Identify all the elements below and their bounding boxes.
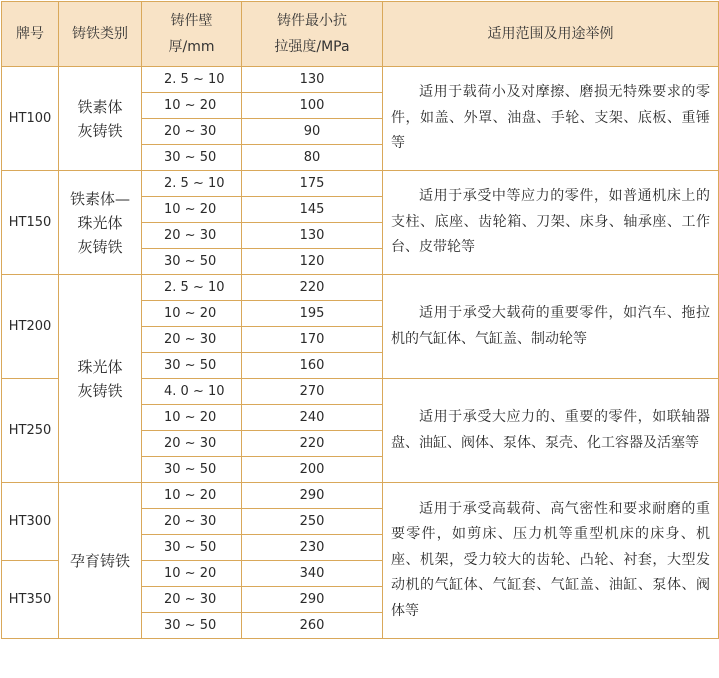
thickness-cell: 30 ~ 50 bbox=[142, 535, 242, 561]
category-line: 珠光体 bbox=[77, 213, 123, 232]
thickness-cell: 2. 5 ~ 10 bbox=[142, 67, 242, 93]
strength-cell: 120 bbox=[242, 249, 383, 275]
thickness-cell: 30 ~ 50 bbox=[142, 145, 242, 171]
category-cell bbox=[59, 275, 142, 483]
strength-cell: 80 bbox=[242, 145, 383, 171]
thickness-cell: 4. 0 ~ 10 bbox=[142, 379, 242, 405]
strength-cell: 230 bbox=[242, 535, 383, 561]
table-row bbox=[2, 483, 719, 509]
thickness-cell: 2. 5 ~ 10 bbox=[142, 275, 242, 301]
table-row bbox=[2, 67, 719, 93]
category-line: 珠光体 bbox=[77, 357, 123, 376]
header-strength-line-2: 拉强度/MPa bbox=[274, 39, 350, 55]
usage-text: 适用于承受大载荷的重要零件，如汽车、拖拉机的气缸体、气缸盖、制动轮等 bbox=[391, 305, 710, 347]
grade-cell: HT300 bbox=[2, 483, 59, 561]
thickness-cell: 10 ~ 20 bbox=[142, 561, 242, 587]
strength-cell: 290 bbox=[242, 483, 383, 509]
header-category: 铸铁类别 bbox=[59, 2, 142, 67]
category-line: 铁素体— bbox=[69, 189, 130, 208]
thickness-cell: 10 ~ 20 bbox=[142, 483, 242, 509]
thickness-cell: 10 ~ 20 bbox=[142, 93, 242, 119]
category-cell bbox=[59, 67, 142, 171]
category-line: 灰铸铁 bbox=[77, 237, 123, 256]
strength-cell: 100 bbox=[242, 93, 383, 119]
strength-cell: 270 bbox=[242, 379, 383, 405]
grade-cell: HT100 bbox=[2, 67, 59, 171]
category-line: 铁素体 bbox=[77, 97, 123, 116]
category-cell bbox=[59, 483, 142, 639]
strength-cell: 90 bbox=[242, 119, 383, 145]
thickness-cell: 2. 5 ~ 10 bbox=[142, 171, 242, 197]
strength-cell: 145 bbox=[242, 197, 383, 223]
thickness-cell: 20 ~ 30 bbox=[142, 223, 242, 249]
category-line: 灰铸铁 bbox=[77, 381, 123, 400]
header-strength-line-1: 铸件最小抗 bbox=[277, 13, 347, 29]
strength-cell: 340 bbox=[242, 561, 383, 587]
thickness-cell: 30 ~ 50 bbox=[142, 249, 242, 275]
strength-cell: 175 bbox=[242, 171, 383, 197]
table-row bbox=[2, 171, 719, 197]
strength-cell: 200 bbox=[242, 457, 383, 483]
grade-cell: HT350 bbox=[2, 561, 59, 639]
thickness-cell: 10 ~ 20 bbox=[142, 301, 242, 327]
strength-cell: 220 bbox=[242, 275, 383, 301]
thickness-cell: 10 ~ 20 bbox=[142, 405, 242, 431]
grade-cell: HT200 bbox=[2, 275, 59, 379]
thickness-cell: 20 ~ 30 bbox=[142, 327, 242, 353]
thickness-cell: 10 ~ 20 bbox=[142, 197, 242, 223]
thickness-cell: 20 ~ 30 bbox=[142, 509, 242, 535]
usage-cell bbox=[383, 379, 719, 483]
grade-cell: HT150 bbox=[2, 171, 59, 275]
strength-cell: 160 bbox=[242, 353, 383, 379]
strength-cell: 130 bbox=[242, 223, 383, 249]
table-header-row bbox=[2, 2, 719, 67]
strength-cell: 220 bbox=[242, 431, 383, 457]
usage-cell bbox=[383, 171, 719, 275]
table-row bbox=[2, 275, 719, 301]
header-usage: 适用范围及用途举例 bbox=[383, 2, 719, 67]
thickness-cell: 30 ~ 50 bbox=[142, 613, 242, 639]
header-thickness-line-1: 铸件壁 bbox=[170, 13, 213, 29]
thickness-cell: 20 ~ 30 bbox=[142, 587, 242, 613]
strength-cell: 170 bbox=[242, 327, 383, 353]
strength-cell: 240 bbox=[242, 405, 383, 431]
usage-text: 适用于承受中等应力的零件，如普通机床上的支柱、底座、齿轮箱、刀架、床身、轴承座、工作台、皮带轮等 bbox=[391, 188, 710, 256]
category-cell bbox=[59, 171, 142, 275]
header-thickness bbox=[142, 2, 242, 67]
usage-cell bbox=[383, 67, 719, 171]
usage-text: 适用于载荷小及对摩擦、磨损无特殊要求的零件，如盖、外罩、油盘、手轮、支架、底板、重锤等 bbox=[391, 84, 710, 152]
strength-cell: 260 bbox=[242, 613, 383, 639]
usage-cell bbox=[383, 275, 719, 379]
gray-cast-iron-grades-table bbox=[1, 1, 719, 639]
strength-cell: 250 bbox=[242, 509, 383, 535]
thickness-cell: 20 ~ 30 bbox=[142, 431, 242, 457]
usage-text: 适用于承受大应力的、重要的零件，如联轴器盘、油缸、阀体、泵体、泵壳、化工容器及活塞等 bbox=[391, 409, 710, 451]
strength-cell: 290 bbox=[242, 587, 383, 613]
category-line: 孕育铸铁 bbox=[69, 551, 130, 570]
header-thickness-line-2: 厚/mm bbox=[168, 39, 215, 55]
strength-cell: 195 bbox=[242, 301, 383, 327]
grade-cell: HT250 bbox=[2, 379, 59, 483]
usage-text: 适用于承受高载荷、高气密性和要求耐磨的重要零件，如剪床、压力机等重型机床的床身、机座、机架，受力较大的齿轮、凸轮、衬套，大型发动机的气缸体、气缸套、气缸盖、油缸、泵体、阀体等 bbox=[391, 500, 710, 619]
strength-cell: 130 bbox=[242, 67, 383, 93]
header-strength bbox=[242, 2, 383, 67]
thickness-cell: 20 ~ 30 bbox=[142, 119, 242, 145]
thickness-cell: 30 ~ 50 bbox=[142, 353, 242, 379]
usage-cell bbox=[383, 483, 719, 639]
thickness-cell: 30 ~ 50 bbox=[142, 457, 242, 483]
category-line: 灰铸铁 bbox=[77, 121, 123, 140]
header-grade: 牌号 bbox=[2, 2, 59, 67]
